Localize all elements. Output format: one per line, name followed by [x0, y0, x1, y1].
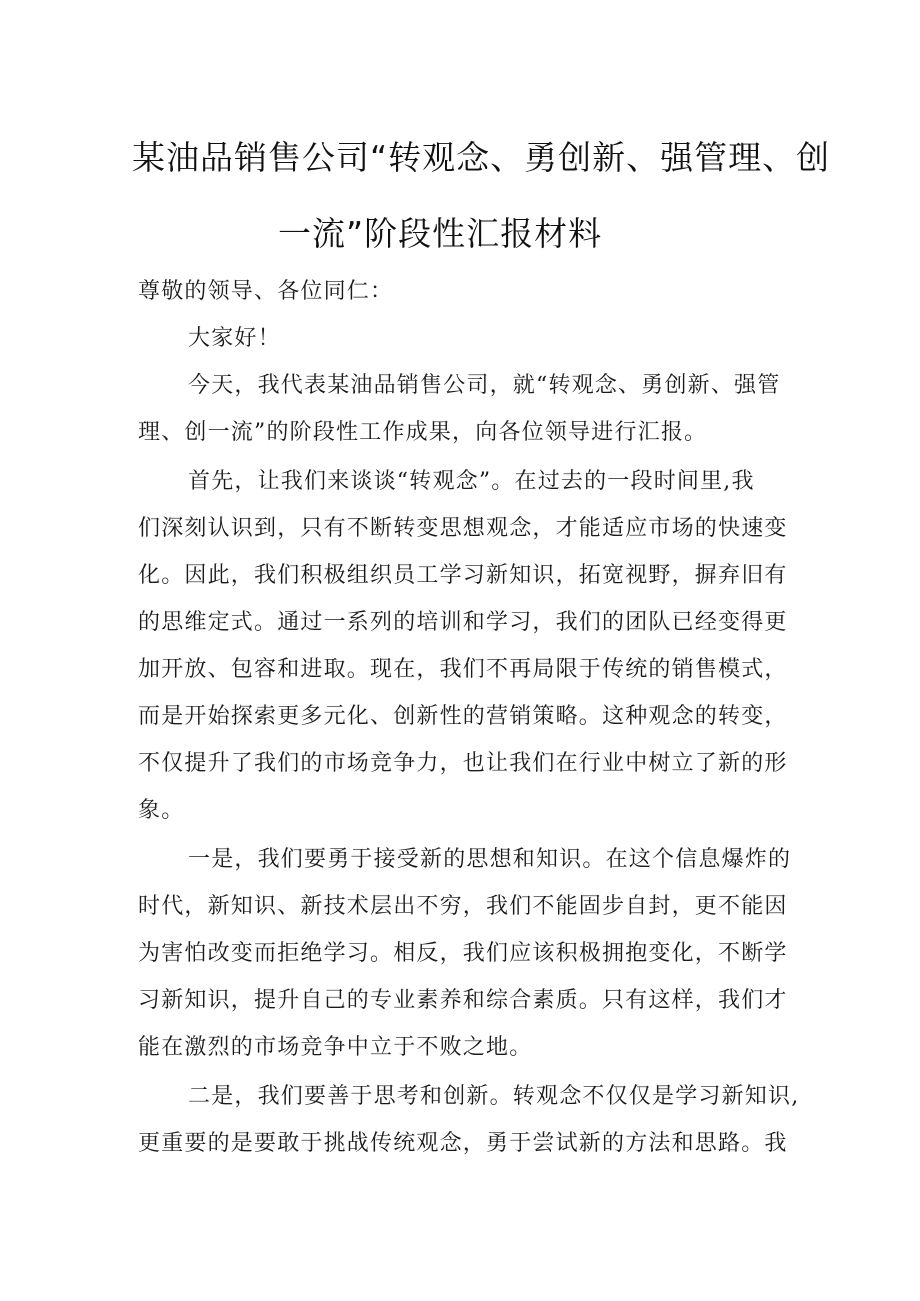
paragraph-line: 理、创一流”的阶段性工作成果，向各位领导进行汇报。 [138, 420, 708, 445]
paragraph-line: 二是，我们要善于思考和创新。转观念不仅仅是学习新知识, [188, 1084, 800, 1109]
paragraph-line: 习新知识，提升自己的专业素养和综合素质。只有这样，我们才 [138, 988, 788, 1013]
salutation: 尊敬的领导、各位同仁： [138, 279, 394, 304]
paragraph-line: 更重要的是要敢于挑战传统观念，勇于尝试新的方法和思路。我 [138, 1131, 788, 1156]
greeting: 大家好！ [188, 326, 281, 351]
paragraph-line: 化。因此，我们积极组织员工学习新知识，拓宽视野，摒弃旧有 [138, 563, 788, 588]
document-title-line-1: 某油品销售公司“转观念、勇创新、强管理、创 [132, 138, 831, 177]
paragraph-line: 的思维定式。通过一系列的培训和学习，我们的团队已经变得更 [138, 610, 788, 635]
paragraph-line: 加开放、包容和进取。现在，我们不再局限于传统的销售模式， [138, 657, 788, 682]
paragraph-line: 象。 [138, 798, 185, 823]
paragraph-line: 能在激烈的市场竞争中立于不败之地。 [138, 1035, 533, 1060]
paragraph-line: 们深刻认识到，只有不断转变思想观念，才能适应市场的快速变 [138, 516, 788, 541]
paragraph-line: 一是，我们要勇于接受新的思想和知识。在这个信息爆炸的 [188, 847, 792, 872]
paragraph-line: 不仅提升了我们的市场竞争力，也让我们在行业中树立了新的形 [138, 751, 788, 776]
paragraph-line: 为害怕改变而拒绝学习。相反，我们应该积极拥抱变化，不断学 [138, 941, 788, 966]
paragraph-line: 而是开始探索更多元化、创新性的营销策略。这种观念的转变， [138, 704, 788, 729]
paragraph-line: 时代，新知识、新技术层出不穷，我们不能固步自封，更不能因 [138, 894, 788, 919]
paragraph-line: 首先，让我们来谈谈“转观念”。在过去的一段时间里,我 [188, 469, 755, 494]
document-title-line-2: 一流”阶段性汇报材料 [278, 214, 603, 253]
paragraph-line: 今天，我代表某油品销售公司，就“转观念、勇创新、强管 [188, 373, 781, 398]
